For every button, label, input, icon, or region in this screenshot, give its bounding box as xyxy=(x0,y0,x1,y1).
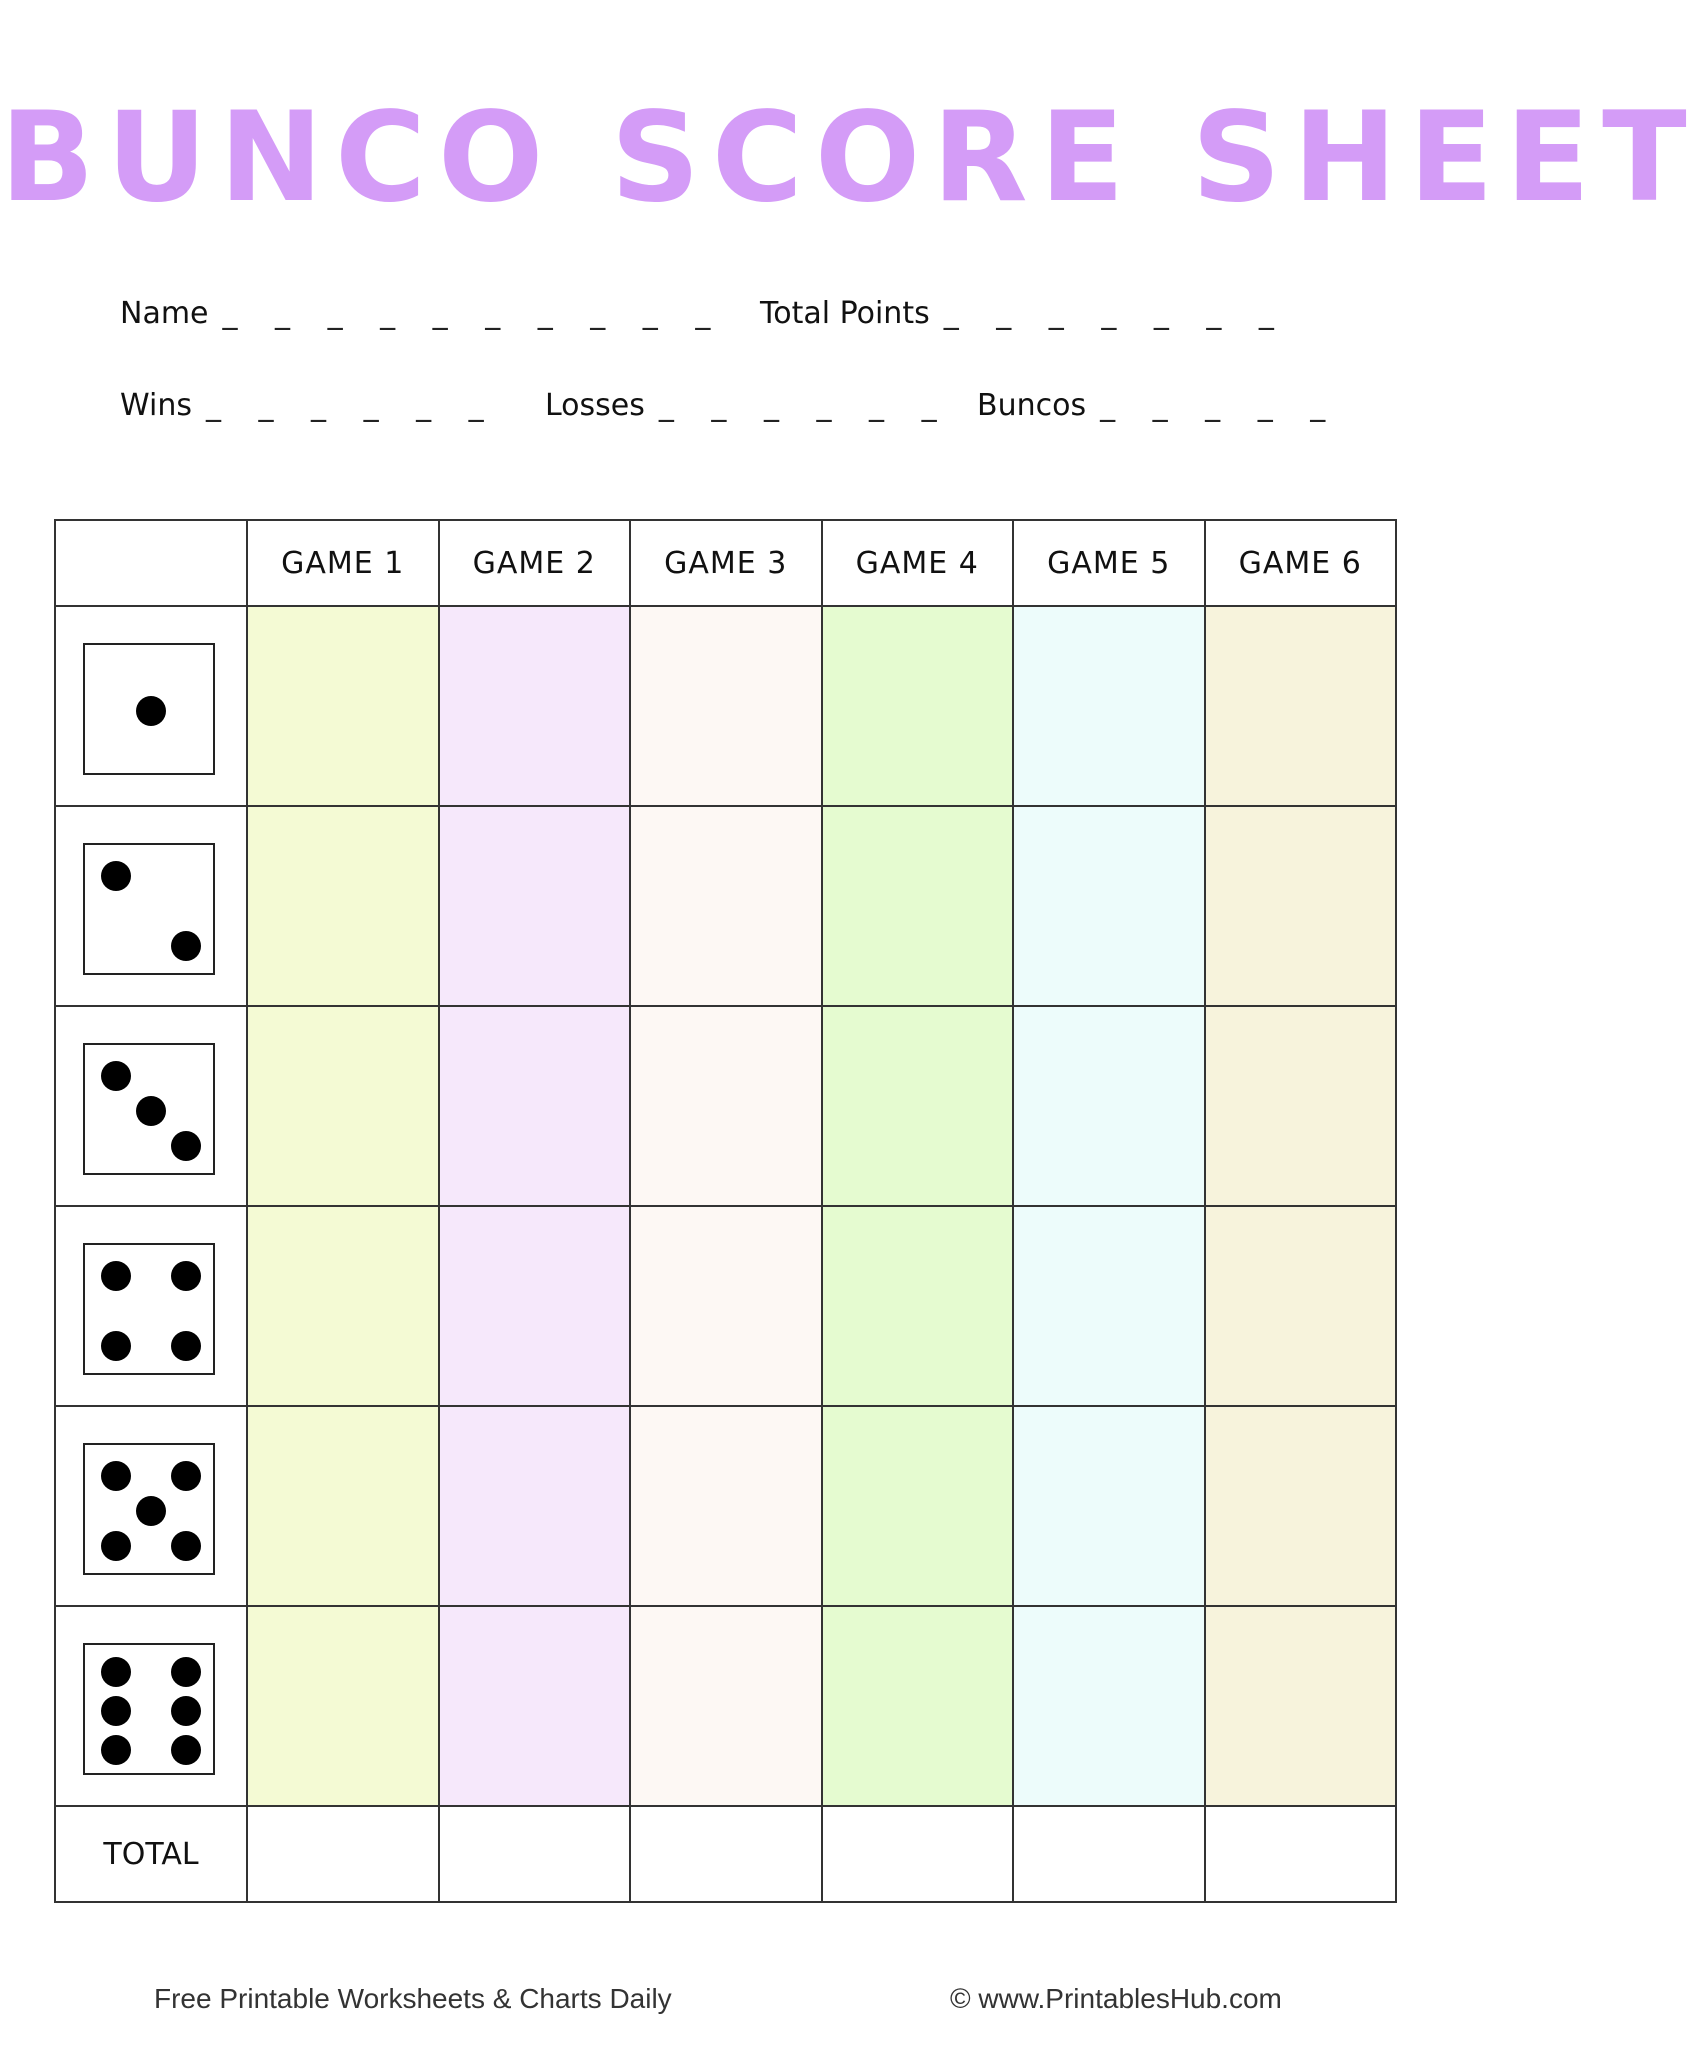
score-cell-game-5[interactable] xyxy=(1013,806,1205,1006)
score-cell-game-2[interactable] xyxy=(439,806,631,1006)
die-cell xyxy=(55,806,247,1006)
buncos-line[interactable]: _ _ _ _ _ xyxy=(1100,388,1340,423)
score-cell-game-6[interactable] xyxy=(1205,806,1397,1006)
score-cell-game-3[interactable] xyxy=(630,1006,822,1206)
die-pip xyxy=(101,1531,131,1561)
score-cell-game-4[interactable] xyxy=(822,1606,1014,1806)
die-pip xyxy=(136,696,166,726)
score-cell-game-2[interactable] xyxy=(439,1406,631,1606)
score-cell-game-3[interactable] xyxy=(630,1606,822,1806)
die-row-4 xyxy=(55,1206,1396,1406)
die-cell xyxy=(55,1206,247,1406)
score-cell-game-1[interactable] xyxy=(247,1006,439,1206)
die-row-5 xyxy=(55,1406,1396,1606)
total-points-field[interactable] xyxy=(760,296,1288,331)
corner-cell xyxy=(55,520,247,606)
total-cell-game-6[interactable] xyxy=(1205,1806,1397,1902)
losses-line[interactable]: _ _ _ _ _ _ xyxy=(658,388,951,423)
die-pip xyxy=(171,931,201,961)
buncos-field[interactable] xyxy=(977,388,1339,423)
die-pip xyxy=(101,1331,131,1361)
buncos-label: Buncos xyxy=(977,388,1087,423)
score-cell-game-1[interactable] xyxy=(247,606,439,806)
score-cell-game-5[interactable] xyxy=(1013,606,1205,806)
total-cell-game-5[interactable] xyxy=(1013,1806,1205,1902)
footer-tagline: Free Printable Worksheets & Charts Daily xyxy=(154,1983,672,2014)
header-game-6: GAME 6 xyxy=(1205,520,1397,606)
die-pip xyxy=(101,861,131,891)
score-cell-game-2[interactable] xyxy=(439,1006,631,1206)
score-cell-game-2[interactable] xyxy=(439,606,631,806)
die-face-6-icon xyxy=(83,1643,215,1775)
die-cell xyxy=(55,1406,247,1606)
die-pip xyxy=(171,1261,201,1291)
die-face-5-icon xyxy=(83,1443,215,1575)
score-cell-game-5[interactable] xyxy=(1013,1606,1205,1806)
score-cell-game-3[interactable] xyxy=(630,606,822,806)
die-face-4-icon xyxy=(83,1243,215,1375)
total-points-label: Total Points xyxy=(760,296,930,331)
header-game-5: GAME 5 xyxy=(1013,520,1205,606)
die-cell xyxy=(55,1606,247,1806)
die-pip xyxy=(101,1061,131,1091)
header-game-4: GAME 4 xyxy=(822,520,1014,606)
name-label: Name xyxy=(120,296,209,331)
header-game-1: GAME 1 xyxy=(247,520,439,606)
score-cell-game-6[interactable] xyxy=(1205,1006,1397,1206)
wins-line[interactable]: _ _ _ _ _ _ xyxy=(205,388,498,423)
score-cell-game-6[interactable] xyxy=(1205,1206,1397,1406)
score-cell-game-3[interactable] xyxy=(630,806,822,1006)
wins-field[interactable] xyxy=(120,388,498,423)
die-pip xyxy=(171,1131,201,1161)
die-row-1 xyxy=(55,606,1396,806)
die-cell xyxy=(55,1006,247,1206)
score-cell-game-5[interactable] xyxy=(1013,1406,1205,1606)
score-cell-game-4[interactable] xyxy=(822,1406,1014,1606)
losses-field[interactable] xyxy=(545,388,951,423)
die-pip xyxy=(101,1261,131,1291)
total-cell-game-1[interactable] xyxy=(247,1806,439,1902)
die-pip xyxy=(136,1496,166,1526)
score-cell-game-1[interactable] xyxy=(247,806,439,1006)
score-cell-game-6[interactable] xyxy=(1205,1606,1397,1806)
score-cell-game-1[interactable] xyxy=(247,1606,439,1806)
die-row-3 xyxy=(55,1006,1396,1206)
die-pip xyxy=(101,1657,131,1687)
die-pip xyxy=(171,1696,201,1726)
page-title: BUNCO SCORE SHEET xyxy=(0,86,1699,230)
header-game-3: GAME 3 xyxy=(630,520,822,606)
die-face-2-icon xyxy=(83,843,215,975)
die-pip xyxy=(101,1461,131,1491)
score-cell-game-3[interactable] xyxy=(630,1406,822,1606)
name-line[interactable]: _ _ _ _ _ _ _ _ _ _ xyxy=(222,296,725,331)
die-pip xyxy=(171,1531,201,1561)
total-cell-game-3[interactable] xyxy=(630,1806,822,1902)
score-table xyxy=(54,519,1397,1903)
score-cell-game-4[interactable] xyxy=(822,806,1014,1006)
header-row xyxy=(55,520,1396,606)
footer-copyright: © www.PrintablesHub.com xyxy=(950,1983,1282,2014)
die-pip xyxy=(171,1657,201,1687)
score-cell-game-4[interactable] xyxy=(822,606,1014,806)
total-label: TOTAL xyxy=(55,1806,247,1902)
die-pip xyxy=(136,1096,166,1126)
score-cell-game-2[interactable] xyxy=(439,1606,631,1806)
score-cell-game-1[interactable] xyxy=(247,1206,439,1406)
die-cell xyxy=(55,606,247,806)
wins-label: Wins xyxy=(120,388,192,423)
score-cell-game-6[interactable] xyxy=(1205,1406,1397,1606)
die-face-3-icon xyxy=(83,1043,215,1175)
total-points-line[interactable]: _ _ _ _ _ _ _ xyxy=(943,296,1288,331)
score-cell-game-5[interactable] xyxy=(1013,1206,1205,1406)
score-cell-game-5[interactable] xyxy=(1013,1006,1205,1206)
die-face-1-icon xyxy=(83,643,215,775)
die-pip xyxy=(101,1696,131,1726)
score-cell-game-3[interactable] xyxy=(630,1206,822,1406)
die-row-6 xyxy=(55,1606,1396,1806)
score-cell-game-2[interactable] xyxy=(439,1206,631,1406)
die-pip xyxy=(171,1331,201,1361)
score-cell-game-4[interactable] xyxy=(822,1206,1014,1406)
score-cell-game-4[interactable] xyxy=(822,1006,1014,1206)
total-row xyxy=(55,1806,1396,1902)
die-pip xyxy=(171,1461,201,1491)
score-cell-game-1[interactable] xyxy=(247,1406,439,1606)
die-pip xyxy=(101,1735,131,1765)
die-pip xyxy=(171,1735,201,1765)
total-cell-game-2[interactable] xyxy=(439,1806,631,1902)
header-game-2: GAME 2 xyxy=(439,520,631,606)
total-cell-game-4[interactable] xyxy=(822,1806,1014,1902)
score-cell-game-6[interactable] xyxy=(1205,606,1397,806)
name-field[interactable] xyxy=(120,296,724,331)
losses-label: Losses xyxy=(545,388,645,423)
die-row-2 xyxy=(55,806,1396,1006)
